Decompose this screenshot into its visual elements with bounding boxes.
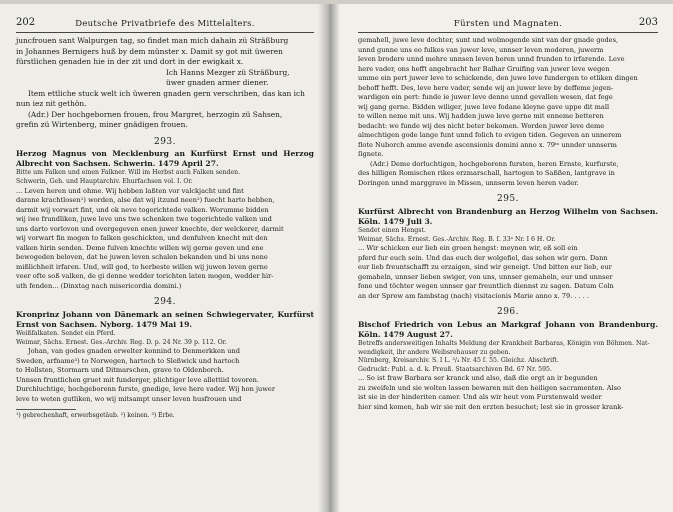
address-line: (Adr.) Deme dorluchtigen, hochgeborenn fursten, heren Ernste, kurfurste, (370, 159, 619, 168)
text-line: pferd fur euch sein. Und das euch der wolgefiel, das sehen wir gern. Dann (358, 253, 608, 262)
letter-meta: Weißfalkaten. Sendet ein Pferd. (16, 330, 116, 337)
letter-heading: Kurfürst Albrecht von Brandenburg an Herzog Wilhelm von Sachsen. Köln. 1479 Juli 3. (358, 206, 658, 226)
text-line: leve to weten gutliken, wo wij mitsampt unser leven husfrouen und (16, 394, 242, 403)
left-running-head (16, 18, 314, 32)
text-line: darane krachtlosen¹) worden, alse dat wij itzund neen²) fuecht harto hebben, (16, 196, 275, 205)
right-running-title: Fürsten und Magnaten. (453, 19, 563, 29)
letter-heading: Bischof Friedrich von Lebus an Markgraf Johann von Brandenburg. Köln. 1479 August 27. (358, 319, 658, 339)
letter-meta: Nürnberg, Kreisarchiv. S. I L. ³/₄ Nr. 45 ſ. 55. Gleichz. Abschrift. (358, 357, 559, 365)
address-line: Doringen unnd marggrave in Missen, unnserm leven heren vader. (358, 178, 579, 187)
right-page-content (358, 18, 658, 412)
footnote: ¹) gebrechenhaft, erwerbsgetäub. ²) keinen. ³) Erbe. (16, 412, 175, 420)
address-line: (Adr.) Der hochgebornen frouen, frou Margret, herzogin zü Sahsen, (28, 109, 283, 119)
text-line: juncfrouen sant Walpurgen tag, so findet man mich dahain zü Sträßburg (16, 36, 289, 45)
text-line: ist sie in der hinderiten camer. Und als wir heut vom Furstenwald weder (358, 393, 602, 402)
letter-heading: Herzog Magnus von Mecklenburg an Kurfürst Ernst und Herzog Albrecht von Sachsen. Schwerin. 1479 April 27. (16, 149, 314, 169)
address-line: des hilligen Romischen rikes erzmarschall, hartogen to Saßßen, lantgrave in (358, 169, 615, 177)
right-running-head (358, 18, 658, 32)
text-line: flote Nuborch amme avende ascensionis domini anno x. 79ᵗᵒ unnder unnserm (358, 140, 617, 149)
text-line: ... Wir schicken eur lieb ein groen hengst: meynen wir, eß soll ein (358, 244, 578, 253)
letter-number: 293. (153, 136, 177, 147)
text-line: in Johannes Bernigers huß by dem münster x. Damit sy got mit üweren (16, 46, 283, 56)
text-line: wij vorwart fin mogen to falken geschickten, und denfulven knecht mit den (16, 234, 268, 243)
text-line: Sweden, arfname³) to Norwegen, hartoch to Sleßwick und hartoch (16, 356, 240, 365)
right-page-number: 203 (638, 17, 658, 28)
text-line: wij gang gerne. Bidden wiliger, juwe leve fodane kleyne gave uppe dit mall (358, 102, 610, 111)
left-running-title: Deutsche Privatbriefe des Mittelalters. (75, 19, 255, 29)
text-line: an der Sprew am fambstag (nach) visitacionis Marie anno x. 79. . . . . (358, 291, 590, 300)
letter-meta: Schwerin, Geh. und Hauptarchiv. Ehurfachsen vol. I. Or. (16, 178, 193, 185)
signature-line: Ich Hanns Mezger zü Sträßburg, (166, 67, 290, 77)
letter-meta: Gedruckt: Publ. a. d. k. Preuß. Staatsarchiven Bd. 67 Nr. 595. (358, 365, 552, 373)
text-line: to willen neme mit uns. Wij hadden juwe leve gerne mit enneme betteren (358, 112, 604, 120)
text-line: zu zweifeln und sie wolten lassen bewaren mit den heiligen sacramenten. Also (358, 383, 622, 392)
text-line: wij iwe frundliken, juwe leve uns twe schenken twe togerichtede valken und (16, 215, 272, 224)
left-page (0, 0, 328, 512)
text-line: unnd gunne uns eo fulkes van juwer leve, unnser leven moderen, juwerm (358, 45, 604, 54)
right-page (328, 0, 673, 512)
header-rule (16, 32, 314, 33)
text-line: veer ofte soß valken, de gi denne wedder torichten laten mogen, wedder hir- (16, 272, 274, 281)
letter-meta: wendigkeit, ihr andere Weibsrehauser zu geben. (358, 348, 511, 356)
book-gutter (318, 0, 340, 512)
text-line: darmit wij vorwart fint, und ok neve togerichtede valken. Worumme bidden (16, 205, 269, 214)
letter-number: 296. (496, 307, 520, 318)
text-line: eur lieb freuntschafft zu erzaigen, sind wir geneigt. Und bitten eur lieb, eur (358, 263, 612, 272)
letter-number: 294. (153, 297, 177, 308)
text-line: valken hirin senden. Deme fulven knechte willen wij gerne geven und ene (16, 243, 264, 252)
letter-meta: Bitte um Falken und einen Falkner. Will im Herbst auch Falken senden. (16, 169, 241, 177)
text-line: umme ein pert juwer leve to schickende, den juwe leve fundergen to etliken dingen (358, 74, 638, 82)
text-line: mißlichheit irfaren. Und, will god, to herbeste willen wij juwen leven gerne (16, 262, 268, 271)
text-line: Durchluchtige, hochgeborenn furste, gnedige, leve here vader. Wij hon juwer (16, 385, 275, 394)
address-line: grefin zü Wirtenberg, miner gnädigen frouen. (16, 120, 188, 129)
text-line: fone und töchter wegen unnser gar freuntlich diennst zu sagen. Datum Coln (358, 282, 614, 291)
text-line: ſignete. (358, 150, 384, 158)
text-line: leven brodere unnd mehre unnsen leven heren unnd frunden to irfarende. Leve (358, 55, 625, 63)
text-line: Item ettliche stuck welt ich üweren gnaden gern verschriben, das kan ich (28, 88, 305, 98)
letter-number: 295. (496, 194, 520, 204)
text-line: bewogeden beloven, dat he juwen leven schalen bekanden und bi uns nene (16, 253, 268, 262)
footnote-rule (16, 409, 76, 410)
text-line: bedacht: we funde wij des nicht beter bekomen. Worden juwer leve deme (358, 121, 605, 130)
letter-meta: Betreffs andersweitigen Inhalts Meldung der Krankheit Barbaras, Königin von Böhmen. Nat- (358, 340, 650, 347)
text-line: Unnsen fruntlichen gruet mit funderger, plichtiger leve allettiid tovoren. (16, 375, 259, 384)
letter-heading: Kronprinz Johann von Dänemark an seinen Schwiegervater, Kurfürst Ernst von Sachsen. Nyborg. 1479 Mai 19. (16, 309, 314, 329)
text-line: nun iez nit gethön. (16, 99, 87, 108)
signature-line: üwer gnaden armer diener. (166, 78, 269, 87)
letter-meta: Sendet einen Hengst. (358, 226, 426, 234)
left-page-number: 202 (16, 17, 36, 28)
text-line: Johan, van godes gnaden erwelter konnind to Denmerkken und (28, 347, 240, 356)
letter-meta: Weimar, Sächs. Ernest. Ges.-Archiv. Reg. B. ſ. 33ᵃ Nr. I 6 H. Or. (358, 235, 556, 243)
letter-meta: Weimar, Sächs. Ernest. Ges.-Archiv. Reg. D. p. 24 Nr. 39 p. 112. Or. (16, 338, 227, 346)
text-line: to Hollsten, Stormarn und Ditmarschen, grave to Oldenborch. (16, 366, 224, 375)
text-line: fürstlichen genaden hie in der zit und dort in der ewigkait x. (16, 57, 244, 66)
header-rule (358, 32, 658, 33)
text-line: behoff hefft. Des, leve here vader, sende wij an juwer leve by deffeme jegen- (358, 83, 614, 92)
text-line: uns darto vorlovon und overgegeven enen juwer knechte, der welckerer, darmit (16, 224, 284, 233)
text-line: gemaheln, unnser lieben swiger, von uns, unnser gemaheln, eur und unnser (358, 272, 613, 281)
text-line: wardigen ein pert: funde ie juwer leve denne unnd gevallen wesen, dat fege (358, 93, 613, 101)
text-line: ... So ist fraw Barbara ser kranck und also, daß die ergt an ir begunden (358, 374, 598, 383)
text-line: here vader, ons hefft angebracht her Balhar Gruifing van juwer leve wegen (358, 64, 610, 73)
text-line: ... Leven heren und ohme. Wij hebben laßten vor valckjacht und fint (16, 186, 244, 195)
text-line: gemahell, juwe leve dochter, sunt und wolmogende sint van der gnade godes, (358, 36, 619, 44)
left-page-content (16, 18, 314, 420)
text-line: hier sind komen, hab wir sie mit den erzten besuchet; lest sie in grosser krank- (358, 402, 624, 411)
text-line: almechtigen gode lange funt unnd folich to evigen tiden. Gegeven an unnerem (358, 131, 622, 139)
page-top-edge (0, 0, 673, 4)
text-line: uth fenden... (Dinxtag nach misericordia domini.) (16, 281, 182, 290)
